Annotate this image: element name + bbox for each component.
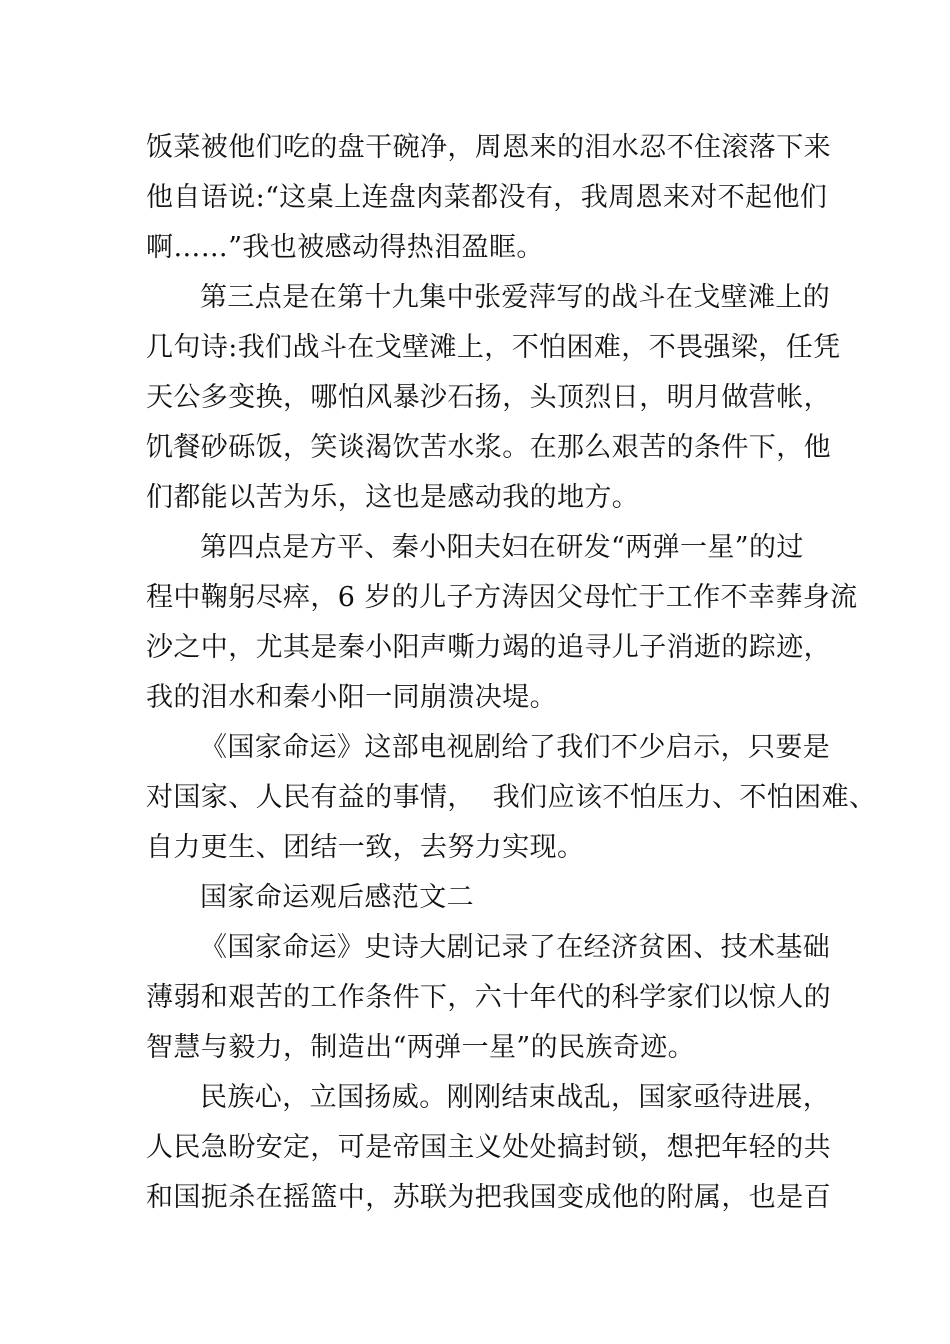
text-line: 他自语说:“这桌上连盘肉菜都没有，我周恩来对不起他们: [146, 182, 828, 213]
section-heading: 国家命运观后感范文二: [200, 882, 474, 913]
text-line: 沙之中，尤其是秦小阳声嘶力竭的追寻儿子消逝的踪迹，: [146, 632, 831, 663]
paragraph-first-line: 民族心，立国扬威。刚刚结束战乱，国家亟待进展，: [200, 1082, 831, 1113]
paragraph-first-line: 《国家命运》史诗大剧记录了在经济贫困、技术基础: [200, 932, 831, 963]
text-line: 对国家、人民有益的事情， 我们应该不怕压力、不怕困难、: [146, 782, 877, 813]
text-line: 啊……”我也被感动得热泪盈眶。: [146, 232, 544, 263]
text-line: 天公多变换，哪怕风暴沙石扬，头顶烈日，明月做营帐，: [146, 382, 831, 413]
text-line: 几句诗:我们战斗在戈壁滩上，不怕困难，不畏强梁，任凭: [146, 332, 841, 363]
text-line: 我的泪水和秦小阳一同崩溃决堤。: [146, 682, 557, 713]
paragraph-first-line: 《国家命运》这部电视剧给了我们不少启示，只要是: [200, 732, 831, 763]
paragraph-first-line: 第三点是在第十九集中张爱萍写的战斗在戈壁滩上的: [200, 282, 831, 313]
text-line: 饭菜被他们吃的盘干碗净，周恩来的泪水忍不住滚落下来: [146, 132, 831, 163]
text-line: 自力更生、团结一致，去努力实现。: [146, 832, 585, 863]
text-line: 程中鞠躬尽瘁，6 岁的儿子方涛因父母忙于工作不幸葬身流: [146, 582, 858, 613]
paragraph-first-line: 第四点是方平、秦小阳夫妇在研发“两弹一星”的过: [200, 532, 804, 563]
text-line: 智慧与毅力，制造出“两弹一星”的民族奇迹。: [146, 1032, 696, 1063]
text-line: 人民急盼安定，可是帝国主义处处搞封锁，想把年轻的共: [146, 1132, 831, 1163]
text-line: 薄弱和艰苦的工作条件下，六十年代的科学家们以惊人的: [146, 982, 831, 1013]
text-line: 和国扼杀在摇篮中，苏联为把我国变成他的附属，也是百: [146, 1182, 831, 1213]
text-line: 饥餐砂砾饭，笑谈渴饮苦水浆。在那么艰苦的条件下，他: [146, 432, 831, 463]
text-line: 们都能以苦为乐，这也是感动我的地方。: [146, 482, 640, 513]
